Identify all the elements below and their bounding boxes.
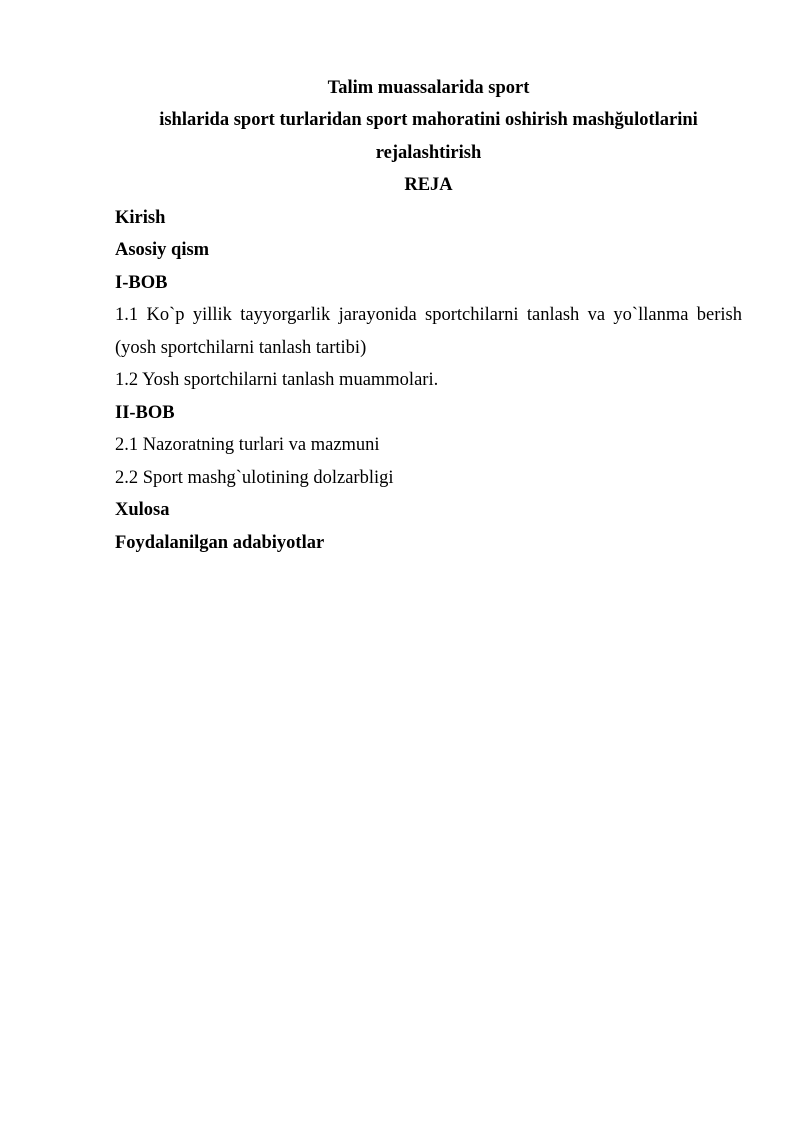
outline-chapter-1: I-BOB	[115, 273, 168, 293]
outline-section-1-2: 1.2 Yosh sportchilarni tanlash muammolari.	[115, 370, 439, 390]
outline-section-2-1: 2.1 Nazoratning turlari va mazmuni	[115, 435, 380, 455]
title-line-3: rejalashtirish	[375, 143, 482, 163]
outline-section-1-1: 1.1 Ko`p yillik tayyorgarlik jarayonida sportchilarni tanlash va yo`llanma berish	[115, 305, 742, 325]
plan-heading: REJA	[404, 175, 453, 195]
title-line-2: ishlarida sport turlaridan sport mahoratini oshirish mashğulotlarini	[159, 110, 698, 130]
title-line-1: Talim muassalarida sport	[327, 78, 530, 98]
outline-introduction: Kirish	[115, 208, 166, 228]
outline-section-2-2: 2.2 Sport mashg`ulotining dolzarbligi	[115, 468, 394, 488]
outline-main-part: Asosiy qism	[115, 240, 210, 260]
outline-chapter-2: II-BOB	[115, 403, 175, 423]
outline-conclusion: Xulosa	[115, 500, 170, 520]
outline-section-1-1-continued: (yosh sportchilarni tanlash tartibi)	[115, 338, 367, 358]
outline-references: Foydalanilgan adabiyotlar	[115, 533, 325, 553]
